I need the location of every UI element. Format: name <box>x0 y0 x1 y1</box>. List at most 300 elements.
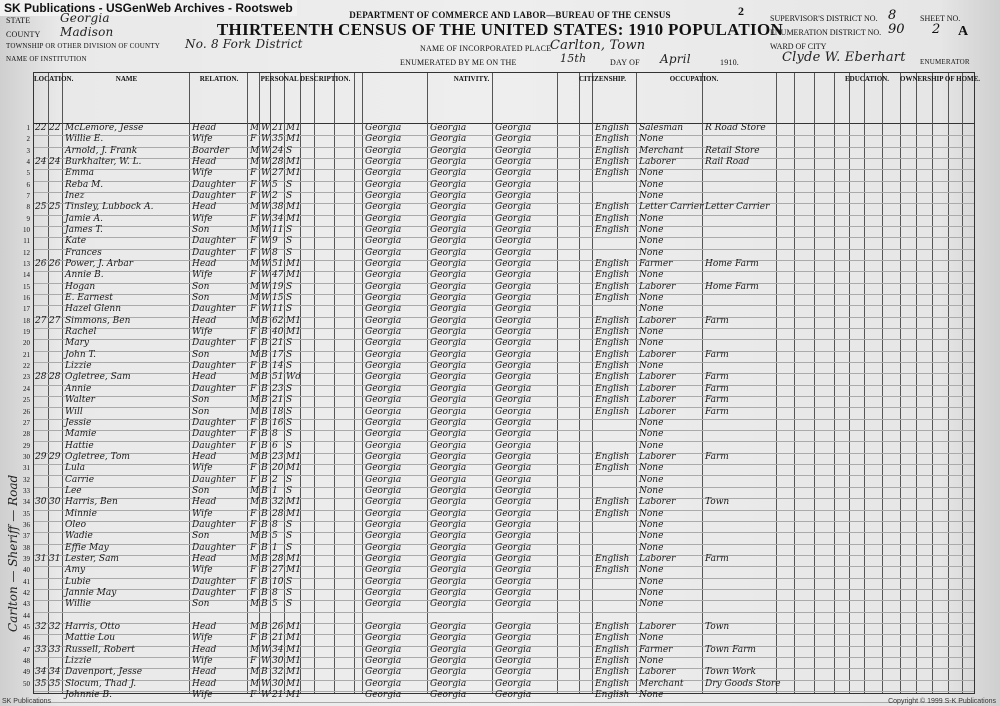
cell-sex: F <box>250 270 257 281</box>
cell-mar: M1 <box>286 497 301 508</box>
cell-race: W <box>261 259 271 270</box>
cell-father: Georgia <box>430 383 467 394</box>
cell-father: Georgia <box>430 213 467 224</box>
cell-name: Hattie <box>65 440 94 451</box>
cell-trade: None <box>639 576 664 587</box>
cell-mar: S <box>286 349 293 360</box>
cell-mar: S <box>286 531 293 542</box>
cell-age: 28 <box>272 553 284 564</box>
cell-name: Inez <box>65 191 85 202</box>
cell-fam: 35 <box>49 678 61 689</box>
cell-race: B <box>261 315 268 326</box>
footer-copyright: Copyright © 1999 S-K Publications <box>888 698 996 705</box>
cell-age: 30 <box>272 678 284 689</box>
cell-mar: M1 <box>286 157 301 168</box>
column-group-heading: NATIVITY. <box>453 75 490 83</box>
cell-name: Davenport, Jesse <box>65 667 143 678</box>
day-of-label: DAY OF <box>610 58 640 67</box>
cell-birth: Georgia <box>365 247 402 258</box>
cell-lang: English <box>595 281 630 292</box>
cell-race: B <box>261 497 268 508</box>
cell-age: 21 <box>272 123 284 133</box>
cell-birth: Georgia <box>365 655 402 666</box>
cell-sex: F <box>250 508 257 519</box>
cell-mother: Georgia <box>495 565 532 576</box>
cell-birth: Georgia <box>365 531 402 542</box>
cell-birth: Georgia <box>365 508 402 519</box>
cell-mar: S <box>286 361 293 372</box>
cell-name: Kate <box>65 236 87 247</box>
cell-mar: M1 <box>286 451 301 462</box>
cell-mother: Georgia <box>495 123 532 133</box>
cell-father: Georgia <box>430 587 467 598</box>
cell-rel: Daughter <box>192 474 236 485</box>
cell-rel: Daughter <box>192 383 236 394</box>
cell-father: Georgia <box>430 542 467 553</box>
cell-lang: English <box>595 667 630 678</box>
cell-age: 20 <box>272 463 284 474</box>
cell-mar: M1 <box>286 463 301 474</box>
cell-name: Jessie <box>65 417 92 428</box>
row-number: 9 <box>26 214 30 223</box>
cell-race: B <box>261 417 268 428</box>
cell-birth: Georgia <box>365 157 402 168</box>
cell-age: 14 <box>272 361 284 372</box>
cell-mar: M1 <box>286 202 301 213</box>
cell-age: 2 <box>272 474 278 485</box>
cell-name: Annie <box>65 383 92 394</box>
cell-mar: S <box>286 587 293 598</box>
cell-sex: F <box>250 655 257 666</box>
cell-trade: None <box>639 304 664 315</box>
cell-age: 9 <box>272 236 278 247</box>
cell-mar: S <box>286 395 293 406</box>
cell-race: B <box>261 383 268 394</box>
cell-age: 17 <box>272 349 284 360</box>
row-number: 21 <box>23 350 30 359</box>
cell-birth: Georgia <box>365 440 402 451</box>
cell-name: John T. <box>65 349 97 360</box>
cell-rel: Son <box>192 406 210 417</box>
cell-name: Power, J. Arbar <box>65 259 134 270</box>
cell-age: 35 <box>272 134 284 145</box>
cell-sex: M <box>250 202 260 213</box>
cell-race: W <box>261 270 271 281</box>
cell-sex: F <box>250 474 257 485</box>
row-number: 37 <box>23 532 30 541</box>
cell-rel: Daughter <box>192 191 236 202</box>
cell-race: B <box>261 667 268 678</box>
cell-age: 40 <box>272 327 284 338</box>
cell-birth: Georgia <box>365 417 402 428</box>
cell-father: Georgia <box>430 372 467 383</box>
cell-birth: Georgia <box>365 519 402 530</box>
row-number: 5 <box>26 169 30 178</box>
cell-fam: 22 <box>49 123 61 133</box>
cell-mother: Georgia <box>495 361 532 372</box>
institution-label: NAME OF INSTITUTION <box>6 55 87 63</box>
row-number: 31 <box>23 464 30 473</box>
cell-trade: None <box>639 565 664 576</box>
department-heading: DEPARTMENT OF COMMERCE AND LABOR—BUREAU OF THE CENSUS <box>349 10 671 20</box>
cell-sex: M <box>250 281 260 292</box>
cell-age: 38 <box>272 202 284 213</box>
cell-race: W <box>261 213 271 224</box>
cell-rel: Wife <box>192 690 213 700</box>
cell-name: Frances <box>65 247 102 258</box>
cell-race: W <box>261 134 271 145</box>
cell-lang: English <box>595 270 630 281</box>
cell-rel: Wife <box>192 463 213 474</box>
cell-rel: Head <box>192 123 217 133</box>
cell-mother: Georgia <box>495 690 532 700</box>
county-label: COUNTY <box>6 30 41 39</box>
cell-rel: Son <box>192 599 210 610</box>
row-number: 4 <box>26 158 30 167</box>
cell-rel: Wife <box>192 327 213 338</box>
cell-birth: Georgia <box>365 678 402 689</box>
enumerator-name: Clyde W. Eberhart <box>782 50 906 65</box>
cell-name: Amy <box>65 565 86 576</box>
cell-rel: Head <box>192 157 217 168</box>
cell-father: Georgia <box>430 361 467 372</box>
cell-mar: M1 <box>286 655 301 666</box>
cell-lang: English <box>595 497 630 508</box>
row-number: 17 <box>23 305 30 314</box>
cell-race: W <box>261 191 271 202</box>
cell-mother: Georgia <box>495 134 532 145</box>
cell-race: W <box>261 225 271 236</box>
cell-lang: English <box>595 678 630 689</box>
cell-age: 34 <box>272 213 284 224</box>
cell-trade: Farmer <box>639 644 673 655</box>
cell-lang: English <box>595 349 630 360</box>
cell-father: Georgia <box>430 293 467 304</box>
cell-birth: Georgia <box>365 281 402 292</box>
cell-mother: Georgia <box>495 519 532 530</box>
cell-father: Georgia <box>430 690 467 700</box>
cell-birth: Georgia <box>365 191 402 202</box>
cell-mother: Georgia <box>495 395 532 406</box>
cell-mar: S <box>286 338 293 349</box>
cell-sex: M <box>250 145 260 156</box>
cell-birth: Georgia <box>365 576 402 587</box>
cell-father: Georgia <box>430 191 467 202</box>
cell-rel: Son <box>192 485 210 496</box>
cell-mar: M1 <box>286 168 301 179</box>
cell-rel: Head <box>192 497 217 508</box>
cell-mar: S <box>286 485 293 496</box>
cell-trade: Laborer <box>639 451 676 462</box>
cell-mar: M1 <box>286 553 301 564</box>
cell-father: Georgia <box>430 304 467 315</box>
incorporated-place-value: Carlton, Town <box>550 38 646 53</box>
cell-sex: F <box>250 429 257 440</box>
cell-age: 23 <box>272 383 284 394</box>
cell-father: Georgia <box>430 157 467 168</box>
cell-rel: Daughter <box>192 179 236 190</box>
cell-race: B <box>261 531 268 542</box>
cell-birth: Georgia <box>365 644 402 655</box>
cell-age: 51 <box>272 259 284 270</box>
cell-ind: Farm <box>705 451 729 462</box>
row-number: 19 <box>23 328 30 337</box>
cell-sex: F <box>250 440 257 451</box>
cell-rel: Son <box>192 349 210 360</box>
cell-race: W <box>261 202 271 213</box>
cell-race: B <box>261 349 268 360</box>
cell-birth: Georgia <box>365 406 402 417</box>
cell-sex: F <box>250 417 257 428</box>
ward-label: WARD OF CITY <box>770 42 827 51</box>
cell-name: Slocum, Thad J. <box>65 678 137 689</box>
cell-mother: Georgia <box>495 497 532 508</box>
row-number: 45 <box>23 622 30 631</box>
column-group-heading: OWNERSHIP OF HOME. <box>900 75 981 83</box>
cell-birth: Georgia <box>365 304 402 315</box>
cell-trade: None <box>639 474 664 485</box>
cell-race: B <box>261 361 268 372</box>
cell-birth: Georgia <box>365 565 402 576</box>
cell-birth: Georgia <box>365 633 402 644</box>
cell-mother: Georgia <box>495 599 532 610</box>
cell-sex: F <box>250 576 257 587</box>
cell-ind: Farm <box>705 383 729 394</box>
cell-trade: None <box>639 485 664 496</box>
row-number: 38 <box>23 543 30 552</box>
cell-age: 5 <box>272 531 278 542</box>
row-number: 41 <box>23 577 30 586</box>
cell-mar: S <box>286 304 293 315</box>
cell-lang: English <box>595 225 630 236</box>
cell-birth: Georgia <box>365 225 402 236</box>
cell-sex: M <box>250 293 260 304</box>
cell-rel: Son <box>192 395 210 406</box>
cell-age: 51 <box>272 372 284 383</box>
cell-race: B <box>261 451 268 462</box>
cell-race: B <box>261 576 268 587</box>
cell-sex: M <box>250 485 260 496</box>
supervisor-district-label: SUPERVISOR'S DISTRICT NO. <box>770 14 878 23</box>
cell-sex: F <box>250 361 257 372</box>
cell-sex: F <box>250 247 257 258</box>
cell-fam: 31 <box>49 553 61 564</box>
cell-lang: English <box>595 451 630 462</box>
cell-dw: 27 <box>35 315 47 326</box>
cell-trade: Merchant <box>639 145 684 156</box>
cell-rel: Boarder <box>192 145 230 156</box>
cell-rel: Head <box>192 372 217 383</box>
cell-mother: Georgia <box>495 429 532 440</box>
cell-mother: Georgia <box>495 417 532 428</box>
cell-trade: None <box>639 508 664 519</box>
cell-race: B <box>261 338 268 349</box>
supervisor-district-value: 8 <box>888 8 897 23</box>
cell-mar: S <box>286 576 293 587</box>
cell-name: McLemore, Jesse <box>65 123 144 133</box>
cell-name: Lubie <box>65 576 91 587</box>
cell-sex: M <box>250 406 260 417</box>
cell-lang: English <box>595 145 630 156</box>
cell-fam: 34 <box>49 667 61 678</box>
cell-race: W <box>261 281 271 292</box>
cell-trade: None <box>639 247 664 258</box>
census-grid <box>23 72 981 700</box>
cell-rel: Daughter <box>192 417 236 428</box>
cell-mother: Georgia <box>495 406 532 417</box>
cell-father: Georgia <box>430 644 467 655</box>
cell-birth: Georgia <box>365 383 402 394</box>
cell-sex: M <box>250 531 260 542</box>
cell-rel: Head <box>192 621 217 632</box>
cell-birth: Georgia <box>365 236 402 247</box>
cell-lang: English <box>595 372 630 383</box>
cell-lang: English <box>595 327 630 338</box>
cell-birth: Georgia <box>365 372 402 383</box>
cell-age: 5 <box>272 599 278 610</box>
cell-fam: 24 <box>49 157 61 168</box>
cell-name: Lester, Sam <box>65 553 119 564</box>
row-number: 29 <box>23 441 30 450</box>
cell-birth: Georgia <box>365 134 402 145</box>
cell-rel: Head <box>192 259 217 270</box>
row-number: 42 <box>23 588 30 597</box>
cell-dw: 28 <box>35 372 47 383</box>
cell-rel: Daughter <box>192 338 236 349</box>
cell-mother: Georgia <box>495 621 532 632</box>
cell-mother: Georgia <box>495 531 532 542</box>
cell-trade: Farmer <box>639 259 673 270</box>
cell-sex: F <box>250 383 257 394</box>
cell-father: Georgia <box>430 406 467 417</box>
cell-father: Georgia <box>430 451 467 462</box>
cell-name: Simmons, Ben <box>65 315 131 326</box>
state-value: Georgia <box>60 11 110 25</box>
cell-race: B <box>261 463 268 474</box>
cell-father: Georgia <box>430 576 467 587</box>
cell-name: Hogan <box>65 281 96 292</box>
cell-age: 32 <box>272 497 284 508</box>
cell-mother: Georgia <box>495 451 532 462</box>
cell-father: Georgia <box>430 678 467 689</box>
cell-ind: Farm <box>705 315 729 326</box>
cell-mother: Georgia <box>495 485 532 496</box>
cell-name: Carrie <box>65 474 95 485</box>
cell-trade: Laborer <box>639 621 676 632</box>
cell-mother: Georgia <box>495 236 532 247</box>
cell-trade: None <box>639 463 664 474</box>
cell-name: Hazel Glenn <box>65 304 122 315</box>
cell-mother: Georgia <box>495 202 532 213</box>
cell-mother: Georgia <box>495 349 532 360</box>
cell-trade: Laborer <box>639 315 676 326</box>
row-number: 40 <box>23 566 30 575</box>
cell-father: Georgia <box>430 395 467 406</box>
cell-father: Georgia <box>430 134 467 145</box>
cell-fam: 25 <box>49 202 61 213</box>
cell-sex: M <box>250 621 260 632</box>
cell-lang: English <box>595 383 630 394</box>
sheet-no-value: 2 <box>932 22 941 37</box>
cell-race: W <box>261 179 271 190</box>
cell-mother: Georgia <box>495 157 532 168</box>
cell-age: 27 <box>272 168 284 179</box>
column-group-heading: CITIZENSHIP. <box>579 75 627 83</box>
cell-name: Effie May <box>65 542 109 553</box>
cell-name: Annie B. <box>65 270 104 281</box>
cell-mar: S <box>286 281 293 292</box>
cell-dw: 34 <box>35 667 47 678</box>
cell-birth: Georgia <box>365 202 402 213</box>
cell-mother: Georgia <box>495 304 532 315</box>
cell-mother: Georgia <box>495 667 532 678</box>
cell-name: Arnold, J. Frank <box>65 145 138 156</box>
cell-race: B <box>261 327 268 338</box>
cell-father: Georgia <box>430 417 467 428</box>
cell-trade: Letter Carrier <box>639 202 704 213</box>
cell-sex: M <box>250 497 260 508</box>
cell-father: Georgia <box>430 565 467 576</box>
cell-trade: None <box>639 225 664 236</box>
cell-age: 15 <box>272 293 284 304</box>
cell-rel: Daughter <box>192 429 236 440</box>
row-number: 6 <box>26 180 30 189</box>
cell-lang: English <box>595 690 630 700</box>
cell-mar: S <box>286 179 293 190</box>
cell-lang: English <box>595 361 630 372</box>
cell-name: Lee <box>65 485 82 496</box>
cell-rel: Wife <box>192 508 213 519</box>
cell-mar: S <box>286 145 293 156</box>
cell-name: Rachel <box>65 327 97 338</box>
cell-mother: Georgia <box>495 655 532 666</box>
cell-race: W <box>261 304 271 315</box>
cell-trade: None <box>639 655 664 666</box>
cell-father: Georgia <box>430 315 467 326</box>
cell-sex: F <box>250 327 257 338</box>
cell-race: B <box>261 508 268 519</box>
row-number: 10 <box>23 226 30 235</box>
cell-lang: English <box>595 134 630 145</box>
cell-race: W <box>261 157 271 168</box>
cell-sex: F <box>250 338 257 349</box>
cell-age: 19 <box>272 281 284 292</box>
cell-mother: Georgia <box>495 168 532 179</box>
cell-mother: Georgia <box>495 191 532 202</box>
cell-fam: 27 <box>49 315 61 326</box>
cell-name: Will <box>65 406 83 417</box>
cell-mother: Georgia <box>495 463 532 474</box>
cell-sex: F <box>250 168 257 179</box>
incorporated-place-label: NAME OF INCORPORATED PLACE <box>420 44 552 53</box>
cell-lang: English <box>595 168 630 179</box>
cell-age: 27 <box>272 565 284 576</box>
cell-rel: Daughter <box>192 236 236 247</box>
cell-trade: None <box>639 429 664 440</box>
cell-race: W <box>261 678 271 689</box>
cell-rel: Head <box>192 678 217 689</box>
cell-rel: Head <box>192 202 217 213</box>
row-number: 48 <box>23 656 30 665</box>
cell-father: Georgia <box>430 463 467 474</box>
cell-birth: Georgia <box>365 123 402 133</box>
cell-ind: Retail Store <box>705 145 760 156</box>
cell-trade: Laborer <box>639 383 676 394</box>
cell-race: B <box>261 429 268 440</box>
cell-mar: S <box>286 599 293 610</box>
cell-lang: English <box>595 338 630 349</box>
cell-name: Tinsley, Lubbock A. <box>65 202 154 213</box>
